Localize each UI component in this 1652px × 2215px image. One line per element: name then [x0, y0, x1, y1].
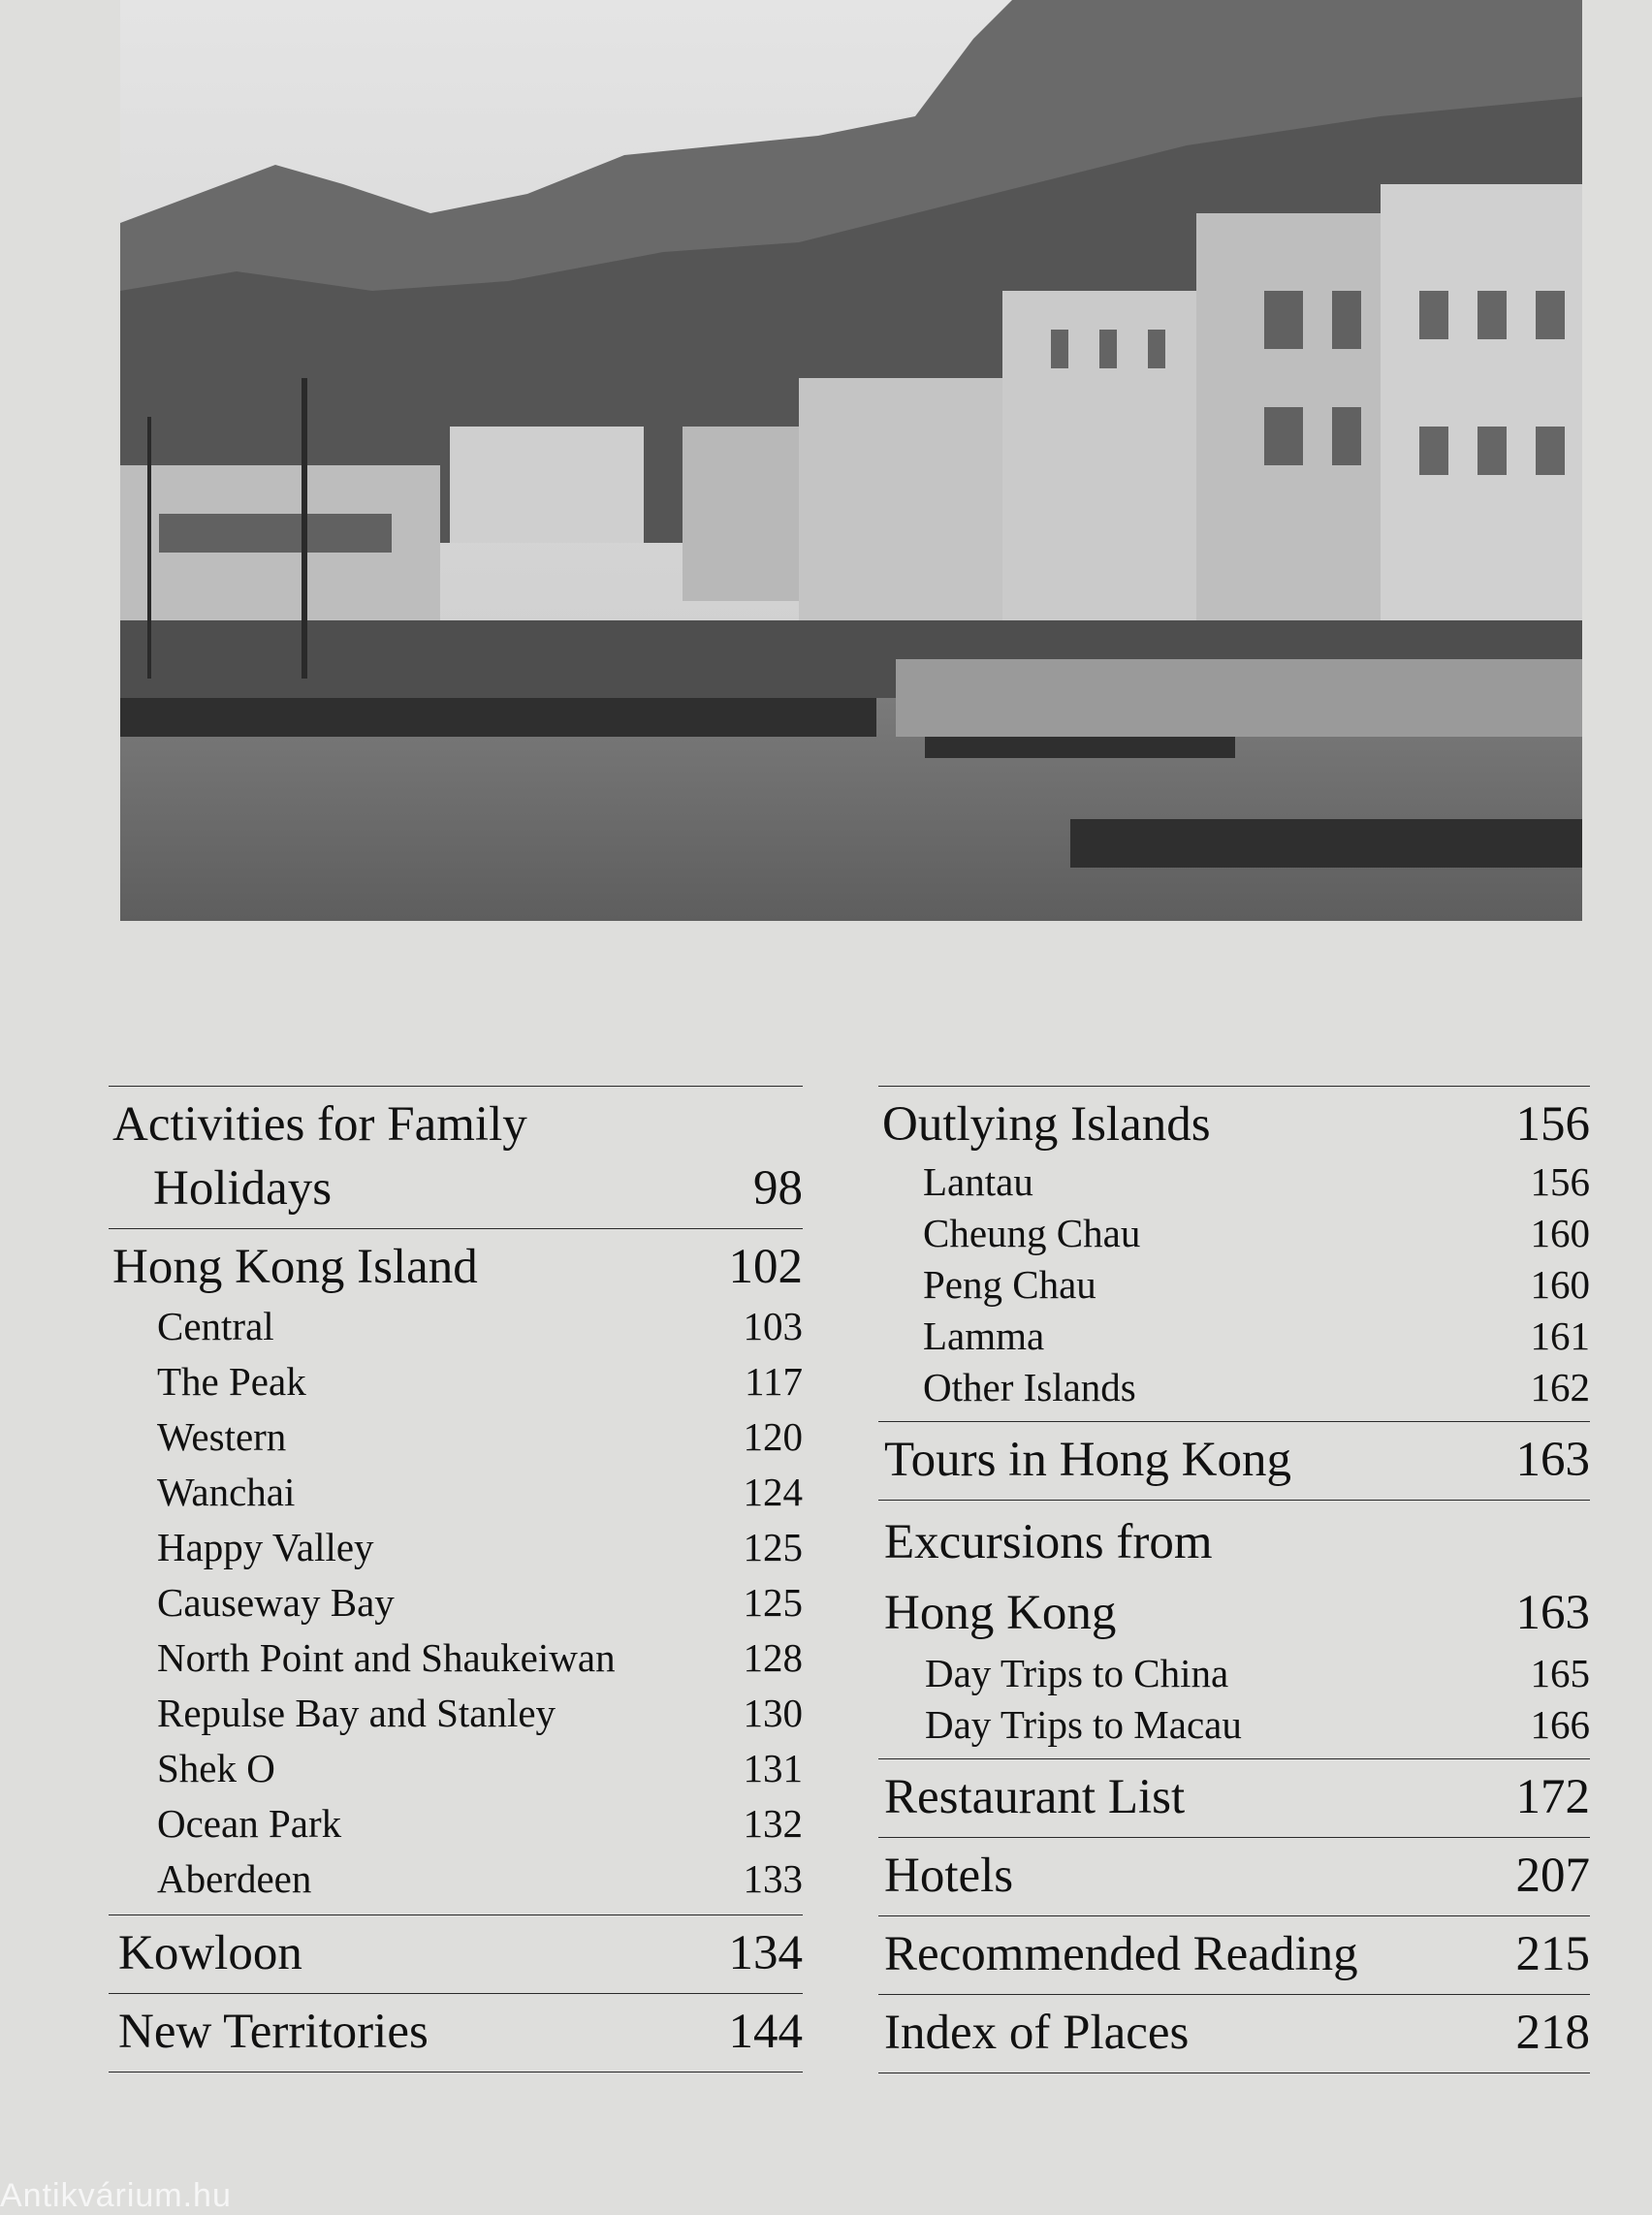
toc-subentry[interactable]	[882, 1311, 1590, 1362]
toc-entry-family[interactable]	[109, 1087, 803, 1228]
toc-right-column	[878, 1086, 1590, 2073]
toc-entry-index[interactable]	[884, 2001, 1590, 2065]
toc-entry-label: Index of Places	[884, 2006, 1190, 2060]
toc-entry-label: Tours in Hong Kong	[884, 1433, 1292, 1487]
toc-entry-tours[interactable]	[884, 1428, 1590, 1492]
toc-page-number: 117	[745, 1359, 803, 1404]
toc-subentry[interactable]	[112, 1520, 803, 1575]
toc-entry-label: Wanchai	[157, 1470, 296, 1514]
toc-left-column	[109, 1086, 803, 2073]
toc-entry-new-territories[interactable]	[118, 2000, 803, 2064]
toc-entry-label: Hotels	[884, 1849, 1014, 1903]
toc-entry-label: Western	[157, 1414, 287, 1459]
toc-page-number: 124	[743, 1470, 803, 1514]
toc-page-number: 134	[728, 1926, 803, 1980]
toc-entry-label: Ocean Park	[157, 1801, 342, 1846]
toc-page-number: 125	[743, 1525, 803, 1569]
toc-page-number: 133	[743, 1856, 803, 1901]
toc-entry-label: Peng Chau	[923, 1262, 1096, 1307]
toc-subentry[interactable]	[112, 1575, 803, 1630]
toc-entry-kowloon[interactable]	[118, 1921, 803, 1985]
toc-page-number: 161	[1530, 1313, 1590, 1358]
toc-entry-label: Cheung Chau	[923, 1211, 1141, 1255]
toc-entry-label: Recommended Reading	[884, 1927, 1358, 1981]
toc-entry-label: Lantau	[923, 1159, 1033, 1204]
toc-subentry[interactable]	[884, 1648, 1590, 1699]
toc-page-number: 156	[1530, 1159, 1590, 1204]
toc-subentry[interactable]	[112, 1465, 803, 1520]
toc-page-number: 218	[1515, 2006, 1590, 2060]
toc-page-number: 160	[1530, 1262, 1590, 1307]
toc-page-number: 207	[1515, 1849, 1590, 1903]
toc-page-number: 125	[743, 1580, 803, 1625]
toc-entry-label: Central	[157, 1304, 274, 1348]
toc-page-number: 98	[753, 1161, 803, 1216]
toc-entry-label: Causeway Bay	[157, 1580, 395, 1625]
toc-page-number: 165	[1530, 1651, 1590, 1695]
toc-page-number: 128	[743, 1635, 803, 1680]
toc-entry-label: Aberdeen	[157, 1856, 312, 1901]
toc-page-number: 163	[1515, 1433, 1590, 1487]
toc-subentry[interactable]	[882, 1208, 1590, 1259]
toc-entry-label: The Peak	[157, 1359, 306, 1404]
toc-entry-label: Activities for Family	[112, 1097, 527, 1152]
toc-subentry[interactable]	[112, 1630, 803, 1686]
toc-page-number: 120	[743, 1414, 803, 1459]
toc-page-number: 166	[1530, 1702, 1590, 1747]
toc-page-number: 162	[1530, 1365, 1590, 1409]
toc-entry-label: Holidays	[153, 1161, 333, 1216]
toc-entry-label: New Territories	[118, 2005, 429, 2059]
toc-entry-reading[interactable]	[884, 1922, 1590, 1986]
toc-entry-label: Hong Kong	[884, 1586, 1117, 1640]
toc-subentry[interactable]	[112, 1299, 803, 1354]
toc-page-number: 156	[1515, 1097, 1590, 1152]
toc-entry-label: Hong Kong Island	[112, 1240, 478, 1294]
toc-page-number: 160	[1530, 1211, 1590, 1255]
toc-page-number: 103	[743, 1304, 803, 1348]
toc-subentry[interactable]	[112, 1796, 803, 1851]
toc-subentry[interactable]	[882, 1362, 1590, 1413]
toc-subentry[interactable]	[882, 1259, 1590, 1311]
harbour-photo	[120, 0, 1582, 921]
toc-page-number: 144	[728, 2005, 803, 2059]
toc-page-number: 132	[743, 1801, 803, 1846]
toc-entry-hong-kong-island[interactable]	[112, 1235, 803, 1299]
toc-entry-label: Day Trips to China	[925, 1651, 1229, 1695]
toc-subentry[interactable]	[112, 1409, 803, 1465]
toc-entry-label: Shek O	[157, 1746, 275, 1790]
watermark: Antikvárium.hu	[0, 2177, 232, 2214]
toc-page-number: 130	[743, 1691, 803, 1735]
toc-entry-label: Kowloon	[118, 1926, 302, 1980]
toc-subentry[interactable]	[112, 1686, 803, 1741]
toc-entry-label: Other Islands	[923, 1365, 1136, 1409]
toc-entry-label: Happy Valley	[157, 1525, 374, 1569]
toc-entry-label: Repulse Bay and Stanley	[157, 1691, 556, 1735]
toc-page-number: 163	[1515, 1586, 1590, 1640]
toc-entry-excursions[interactable]	[884, 1506, 1590, 1648]
toc-subentry[interactable]	[112, 1851, 803, 1907]
toc-page-number: 172	[1515, 1770, 1590, 1824]
toc-subentry[interactable]	[882, 1156, 1590, 1208]
toc-entry-outlying-islands[interactable]	[882, 1092, 1590, 1156]
toc-subentry[interactable]	[884, 1699, 1590, 1751]
divider	[109, 2072, 803, 2073]
toc-entry-label: Restaurant List	[884, 1770, 1186, 1824]
toc-subentry[interactable]	[112, 1354, 803, 1409]
toc-entry-label: Lamma	[923, 1313, 1045, 1358]
toc-entry-label: Excursions from	[884, 1515, 1213, 1569]
toc-entry-label: Day Trips to Macau	[925, 1702, 1242, 1747]
toc-page-number: 102	[728, 1240, 803, 1294]
toc-entry-hotels[interactable]	[884, 1844, 1590, 1908]
toc-entry-label: Outlying Islands	[882, 1097, 1211, 1152]
toc-entry-restaurants[interactable]	[884, 1765, 1590, 1829]
toc-page-number: 215	[1515, 1927, 1590, 1981]
toc-entry-label: North Point and Shaukeiwan	[157, 1635, 616, 1680]
toc-page-number: 131	[743, 1746, 803, 1790]
toc-subentry[interactable]	[112, 1741, 803, 1796]
